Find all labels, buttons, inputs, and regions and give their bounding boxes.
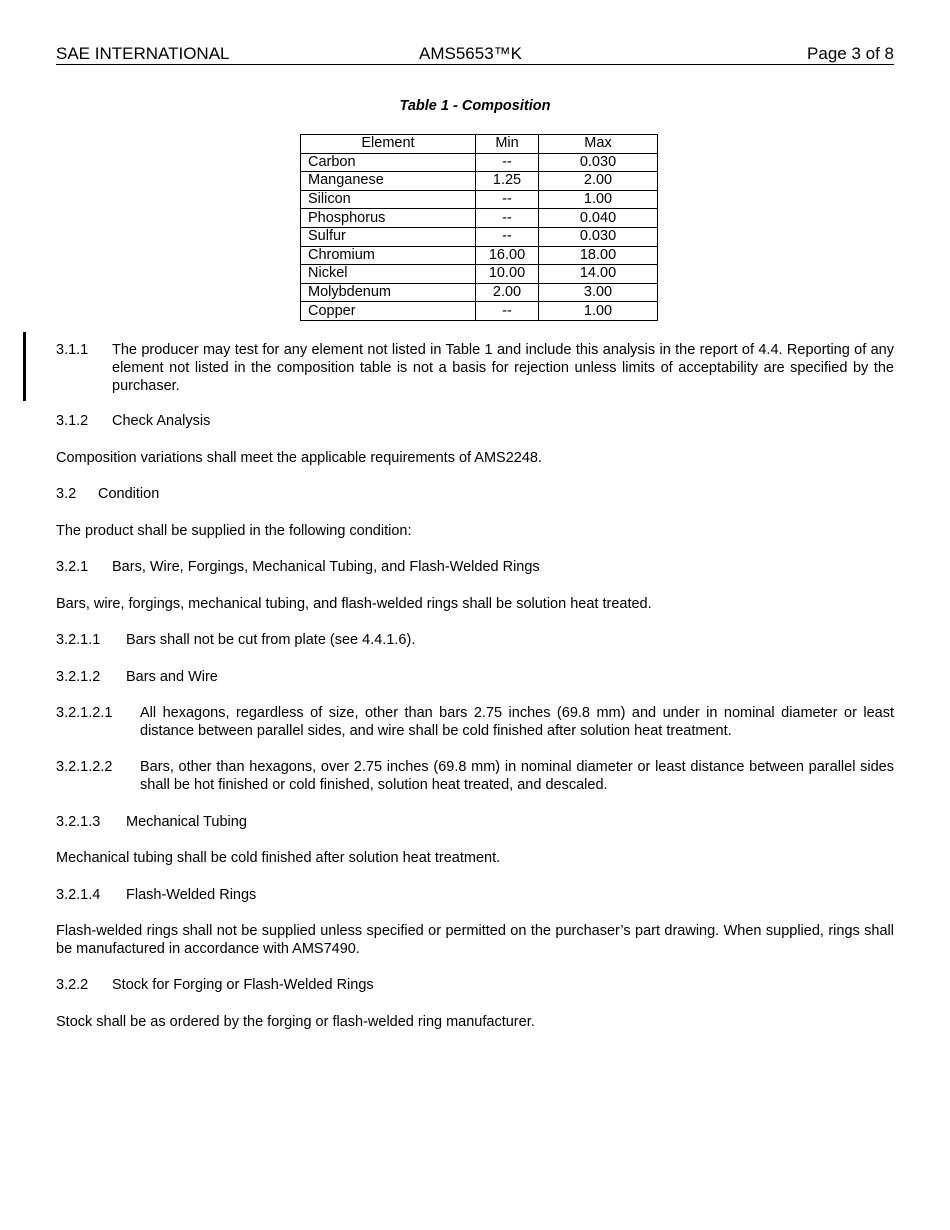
section-number: 3.2.2 (56, 977, 89, 993)
cell-element: Manganese (301, 172, 476, 191)
table-row (301, 190, 658, 209)
paragraph-condition: The product shall be supplied in the following condition: (56, 523, 412, 539)
section-number: 3.2.1.1 (56, 632, 101, 648)
section-number: 3.2.1 (56, 559, 89, 575)
paragraph-stock: Stock shall be as ordered by the forging or flash-welded ring manufacturer. (56, 1014, 535, 1030)
table-row (301, 283, 658, 302)
cell-element: Copper (301, 302, 476, 321)
section-text: All hexagons, regardless of size, other than bars 2.75 inches (69.8 mm) and under in nominal diameter or least distance between parallel sides, and wire shall be cold finished after solution heat treatment. (140, 705, 894, 739)
table-header-row (301, 135, 658, 154)
section-number: 3.2.1.2.1 (56, 705, 113, 721)
cell-element: Chromium (301, 246, 476, 265)
table-row (301, 172, 658, 191)
section-title: Stock for Forging or Flash-Welded Rings (112, 977, 374, 993)
section-title: Bars and Wire (126, 669, 218, 685)
cell-element: Molybdenum (301, 283, 476, 302)
section-number: 3.2.1.2 (56, 669, 101, 685)
section-number: 3.2.1.4 (56, 887, 101, 903)
cell-element: Phosphorus (301, 209, 476, 228)
cell-max: 18.00 (539, 246, 658, 265)
table-row (301, 302, 658, 321)
column-header-element: Element (301, 135, 476, 154)
section-text: Bars, other than hexagons, over 2.75 inches (69.8 mm) in nominal diameter or least distance between parallel sides shall be hot finished or cold finished, solution heat treated, and descaled. (140, 759, 894, 793)
paragraph-check-analysis: Composition variations shall meet the applicable requirements of AMS2248. (56, 450, 543, 466)
section-3-2-1-2-2 (56, 758, 894, 794)
table-row (301, 246, 658, 265)
cell-min: -- (476, 190, 539, 209)
section-3-2-1-2-heading (56, 668, 894, 686)
cell-min: 10.00 (476, 265, 539, 284)
cell-max: 0.030 (539, 153, 658, 172)
page-header (56, 44, 894, 65)
cell-max: 1.00 (539, 190, 658, 209)
section-title: Mechanical Tubing (126, 814, 247, 830)
paragraph-flash-welded-rings: Flash-welded rings shall not be supplied unless specified or permitted on the purchaser’s part drawing. When supplied, rings shall be manufactured in accordance with AMS7490. (56, 923, 894, 957)
cell-min: -- (476, 153, 539, 172)
paragraph-solution-heat-treated: Bars, wire, forgings, mechanical tubing, and flash-welded rings shall be solution heat treated. (56, 596, 652, 612)
cell-max: 2.00 (539, 172, 658, 191)
section-title: Bars, Wire, Forgings, Mechanical Tubing, and Flash-Welded Rings (112, 559, 540, 575)
section-3-1-2-heading (56, 412, 894, 430)
revision-change-bar (23, 332, 26, 401)
section-text: The producer may test for any element not listed in Table 1 and include this analysis in the report of 4.4. Reporting of any element not listed in the composition table is not a basis for rejection unless limits of acceptability are specified by the purchaser. (112, 342, 894, 394)
section-3-2-1-2-1 (56, 704, 894, 740)
section-3-2-1-3-heading (56, 813, 894, 831)
cell-element: Silicon (301, 190, 476, 209)
section-number: 3.2 (56, 486, 77, 502)
table-row (301, 209, 658, 228)
section-3-2-2-heading (56, 976, 894, 994)
cell-element: Nickel (301, 265, 476, 284)
composition-table (300, 134, 658, 321)
column-header-max: Max (539, 135, 658, 154)
section-number: 3.1.2 (56, 413, 89, 429)
column-header-min: Min (476, 135, 539, 154)
section-title: Check Analysis (112, 413, 211, 429)
table-title: Table 1 - Composition (399, 98, 551, 114)
cell-min: -- (476, 302, 539, 321)
header-document-id: AMS5653™K (419, 44, 522, 63)
paragraph-mechanical-tubing: Mechanical tubing shall be cold finished after solution heat treatment. (56, 850, 501, 866)
cell-min: 1.25 (476, 172, 539, 191)
section-title: Condition (98, 486, 160, 502)
section-3-2-1-heading (56, 558, 894, 576)
cell-max: 3.00 (539, 283, 658, 302)
section-number: 3.2.1.2.2 (56, 759, 113, 775)
section-number: 3.1.1 (56, 342, 89, 358)
section-number: 3.2.1.3 (56, 814, 101, 830)
cell-min: 16.00 (476, 246, 539, 265)
section-3-2-heading (56, 485, 894, 503)
header-organization: SAE INTERNATIONAL (56, 44, 230, 63)
table-row (301, 227, 658, 246)
cell-min: -- (476, 227, 539, 246)
table-row (301, 153, 658, 172)
cell-element: Carbon (301, 153, 476, 172)
cell-min: -- (476, 209, 539, 228)
cell-element: Sulfur (301, 227, 476, 246)
section-text: Bars shall not be cut from plate (see 4.4.1.6). (126, 632, 416, 648)
cell-max: 0.030 (539, 227, 658, 246)
table-row (301, 265, 658, 284)
section-3-2-1-4-heading (56, 886, 894, 904)
cell-max: 14.00 (539, 265, 658, 284)
section-title: Flash-Welded Rings (126, 887, 257, 903)
cell-max: 1.00 (539, 302, 658, 321)
cell-min: 2.00 (476, 283, 539, 302)
section-3-2-1-1 (56, 631, 894, 649)
header-page-number: Page 3 of 8 (807, 44, 894, 63)
section-3-1-1 (56, 341, 894, 395)
cell-max: 0.040 (539, 209, 658, 228)
